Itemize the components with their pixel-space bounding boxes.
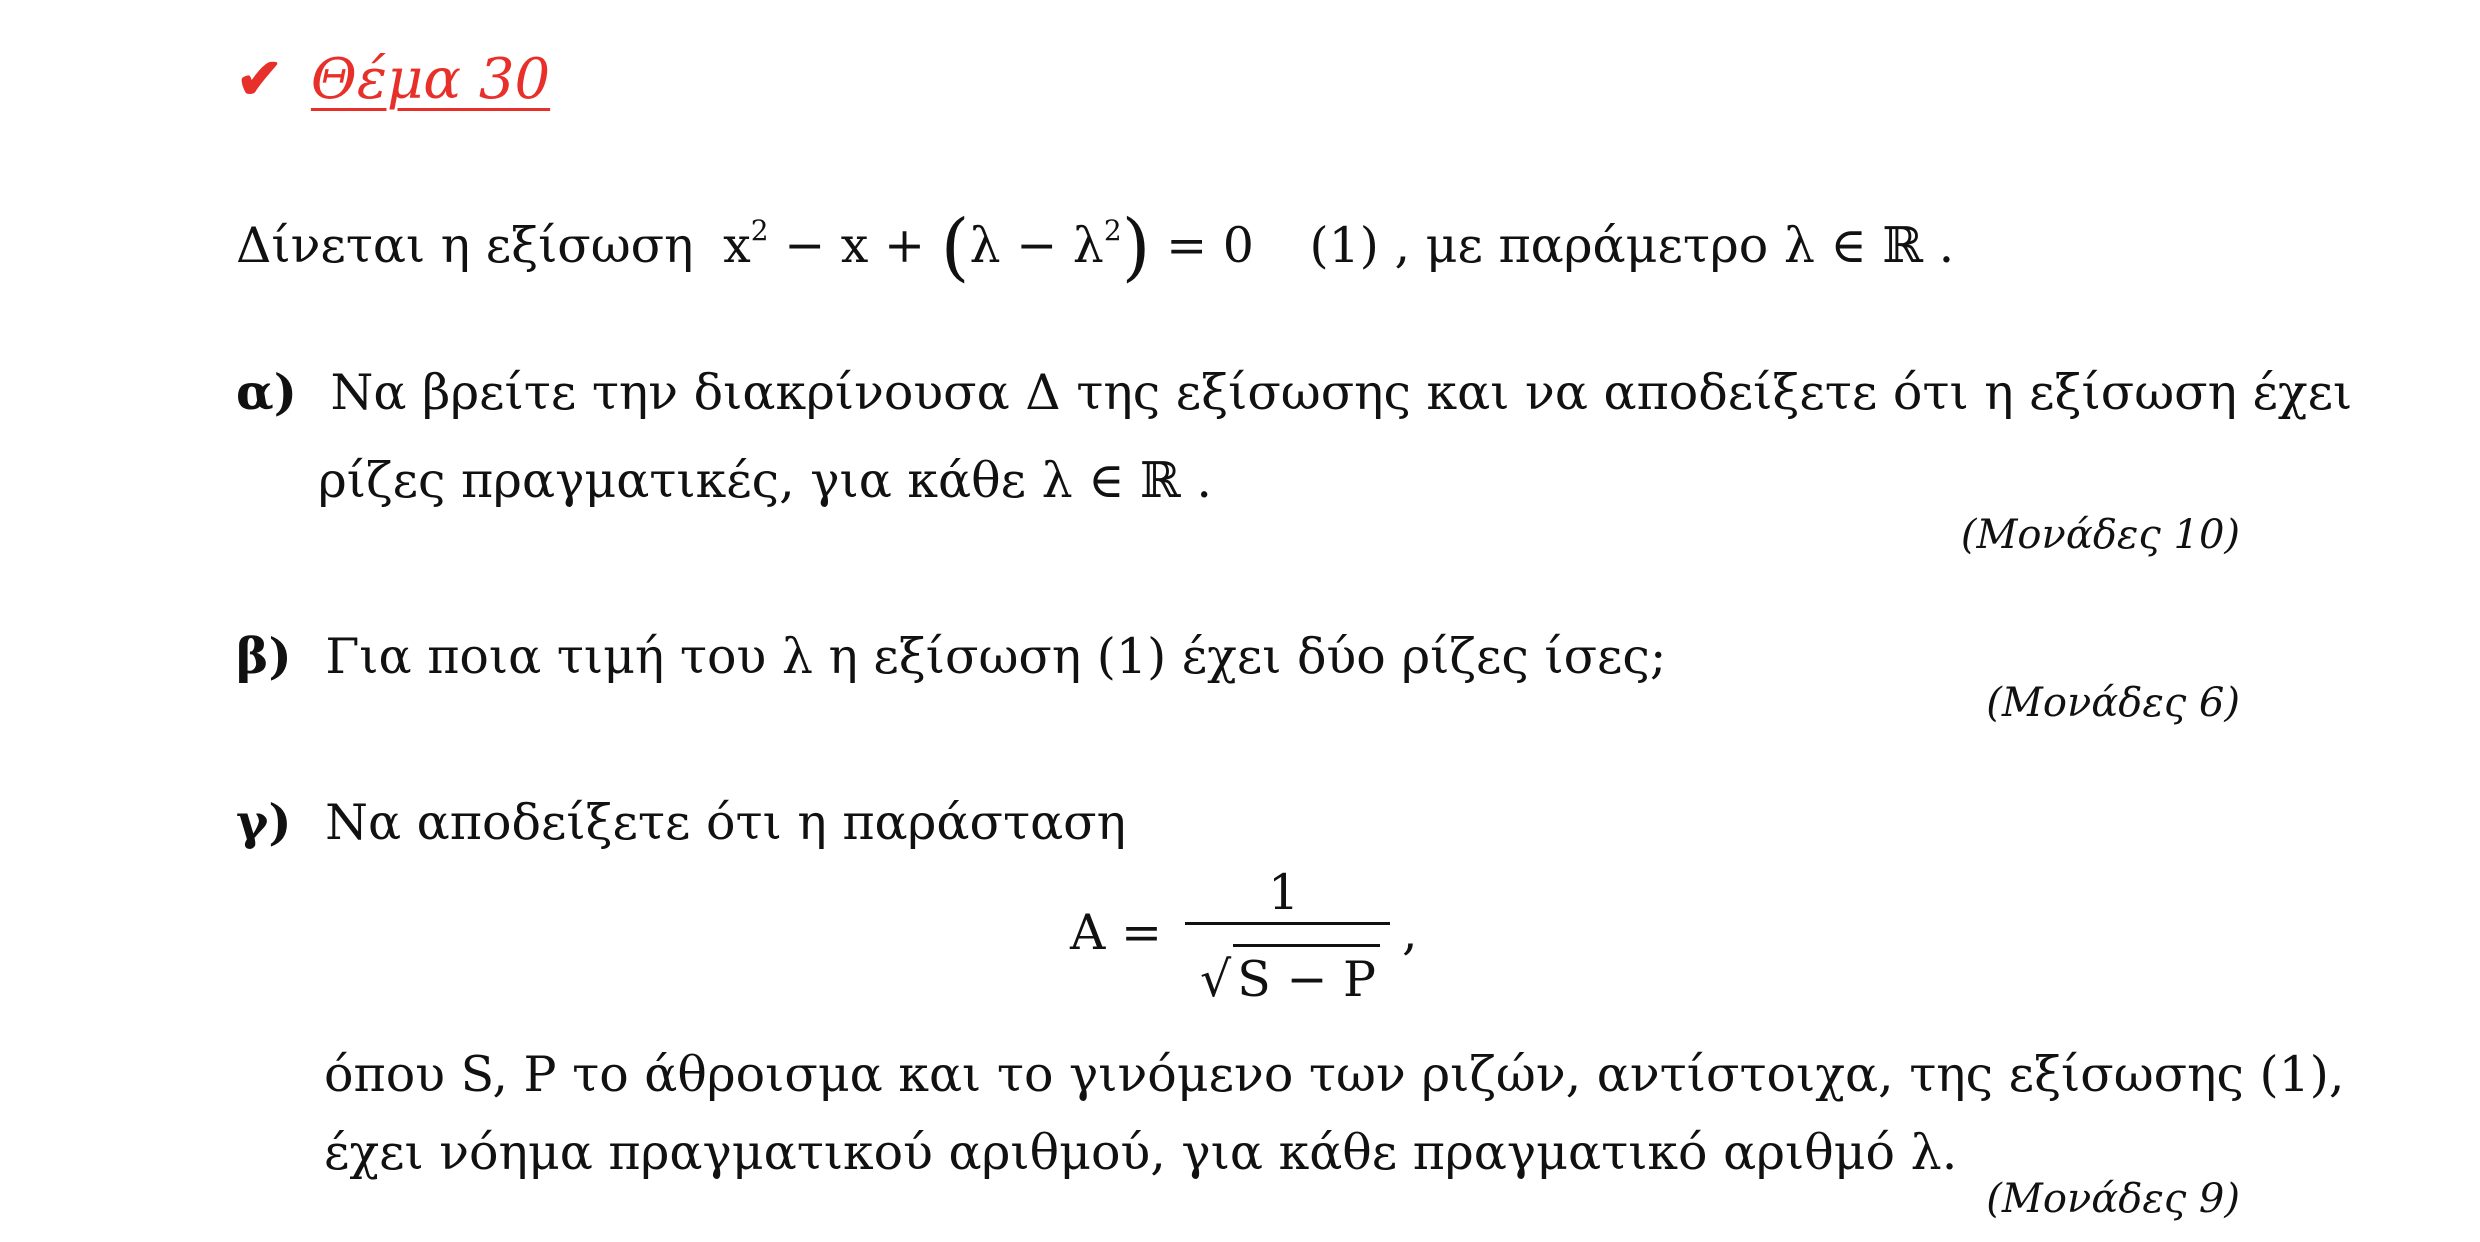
eq-minus-x-plus: − x + bbox=[784, 217, 926, 274]
fraction-bar bbox=[1185, 922, 1390, 925]
part-c-text1: Να αποδείξετε ότι η παράσταση bbox=[325, 794, 1126, 851]
formula-lhs: A = bbox=[1070, 904, 1163, 961]
part-a-marks: (Μονάδες 10) bbox=[1960, 512, 2240, 558]
part-b-line1 bbox=[236, 627, 1667, 685]
part-a-label: α) bbox=[236, 363, 297, 421]
topic-title: Θέμα 30 bbox=[310, 47, 551, 112]
part-c-marks: (Μονάδες 9) bbox=[1986, 1176, 2240, 1222]
intro-prefix: Δίνεται η εξίσωση bbox=[236, 217, 694, 274]
eq-lambda-term: λ − λ bbox=[969, 217, 1104, 274]
part-c-line2: όπου S, P το άθροισμα και το γινόμενο των ριζών, αντίστοιχα, της εξίσωσης (1), bbox=[324, 1046, 2345, 1103]
eq-exponent-1: 2 bbox=[750, 214, 769, 247]
check-icon: ✔ bbox=[236, 46, 283, 112]
part-b-marks: (Μονάδες 6) bbox=[1986, 680, 2240, 726]
sqrt-icon: √ bbox=[1200, 951, 1232, 1008]
formula-comma: , bbox=[1402, 904, 1418, 961]
part-a-line1 bbox=[236, 363, 2353, 421]
part-b-text1: Για ποια τιμή του λ η εξίσωση (1) έχει δύο ρίζες ίσες; bbox=[325, 628, 1667, 685]
part-a-text1: Να βρείτε την διακρίνουσα Δ της εξίσωσης και να αποδείξετε ότι η εξίσωση έχει bbox=[330, 364, 2353, 421]
intro-suffix: , με παράμετρο λ ∈ ℝ . bbox=[1394, 217, 1955, 274]
part-b-label: β) bbox=[236, 627, 292, 685]
part-a-line2: ρίζες πραγματικές, για κάθε λ ∈ ℝ . bbox=[318, 452, 1212, 509]
intro-line bbox=[236, 204, 1955, 290]
eq-equals-zero: = 0 bbox=[1166, 217, 1254, 274]
topic-heading bbox=[236, 46, 550, 112]
eq-exponent-2: 2 bbox=[1103, 214, 1122, 247]
eq-number: (1) bbox=[1309, 217, 1379, 274]
formula-radicand: S − P bbox=[1233, 944, 1380, 1008]
eq-right-paren: ) bbox=[1121, 204, 1151, 290]
part-c-line1 bbox=[236, 793, 1126, 851]
part-c-line3: έχει νόημα πραγματικού αριθμού, για κάθε πραγματικό αριθμό λ. bbox=[324, 1124, 1958, 1181]
eq-left-paren: ( bbox=[940, 204, 970, 290]
part-c-label: γ) bbox=[236, 793, 292, 851]
equation bbox=[723, 204, 1394, 290]
formula-denominator bbox=[1200, 944, 1380, 1008]
eq-x: x bbox=[723, 217, 751, 274]
formula-numerator: 1 bbox=[1268, 864, 1300, 921]
